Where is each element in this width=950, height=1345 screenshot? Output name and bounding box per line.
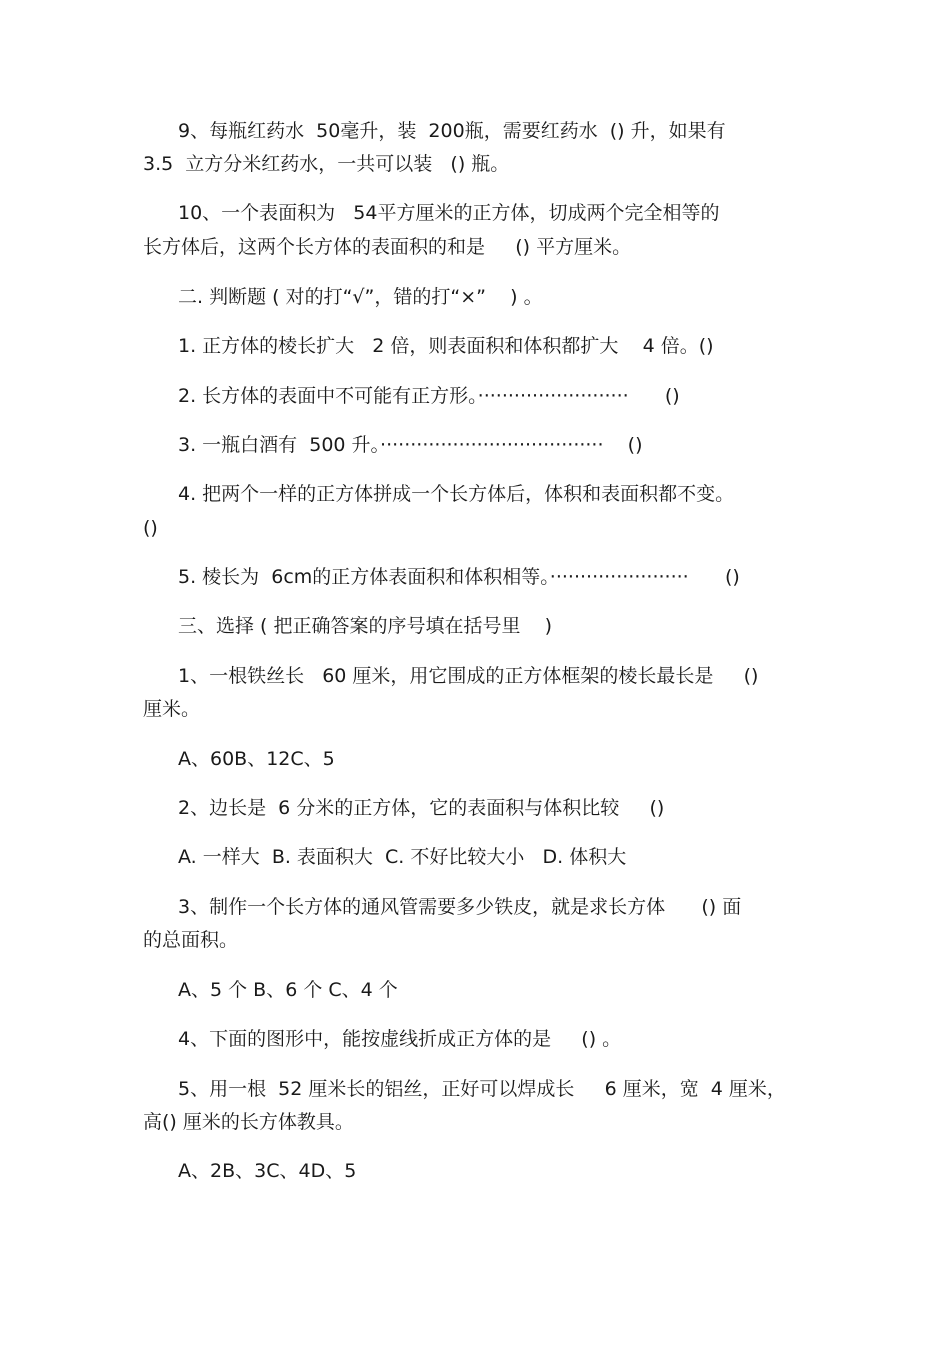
judge-item-4-line-2: () [143, 517, 158, 539]
judge-item-1: 1. 正方体的棱长扩大 2 倍，则表面积和体积都扩大 4 倍。() [178, 335, 714, 357]
judge-item-3: 3. 一瓶白酒有 500 升。····································· () [178, 434, 643, 456]
section-2-heading: 二. 判断题 ( 对的打“√”，错的打“×” ) 。 [178, 286, 543, 308]
choice-3-options: A、5 个 B、6 个 C、4 个 [178, 979, 398, 1001]
choice-1-line-1: 1、一根铁丝长 60 厘米，用它围成的正方体框架的棱长最长是 () [178, 665, 759, 687]
question-10-line-2: 长方体后，这两个长方体的表面积的和是 () 平方厘米。 [143, 236, 632, 258]
section-3-heading: 三、选择 ( 把正确答案的序号填在括号里 ) [178, 615, 553, 637]
choice-2-question: 2、边长是 6 分米的正方体，它的表面积与体积比较 () [178, 797, 665, 819]
choice-3-line-2: 的总面积。 [143, 929, 239, 951]
choice-5-options: A、2B、3C、4D、5 [178, 1160, 357, 1182]
question-9-line-2: 3.5 立方分米红药水，一共可以装 () 瓶。 [143, 153, 510, 175]
judge-item-4-line-1: 4. 把两个一样的正方体拼成一个长方体后，体积和表面积都不变。 [178, 483, 735, 505]
choice-5-line-1: 5、用一根 52 厘米长的铝丝，正好可以焊成长 6 厘米，宽 4 厘米， [178, 1078, 786, 1100]
choice-1-line-2: 厘米。 [143, 698, 201, 720]
question-9-line-1: 9、每瓶红药水 50毫升，装 200瓶，需要红药水 () 升，如果有 [178, 120, 726, 142]
choice-3-line-1: 3、制作一个长方体的通风管需要多少铁皮，就是求长方体 () 面 [178, 896, 742, 918]
judge-item-5: 5. 棱长为 6cm的正方体表面积和体积相等。······················· () [178, 566, 740, 588]
question-10-line-1: 10、一个表面积为 54平方厘米的正方体，切成两个完全相等的 [178, 202, 720, 224]
choice-5-line-2: 高() 厘米的长方体教具。 [143, 1111, 354, 1133]
choice-1-options: A、60B、12C、5 [178, 748, 335, 770]
choice-4-question: 4、下面的图形中，能按虚线折成正方体的是 () 。 [178, 1028, 622, 1050]
judge-item-2: 2. 长方体的表面中不可能有正方形。························· () [178, 385, 680, 407]
choice-2-options: A. 一样大 B. 表面积大 C. 不好比较大小 D. 体积大 [178, 846, 627, 868]
